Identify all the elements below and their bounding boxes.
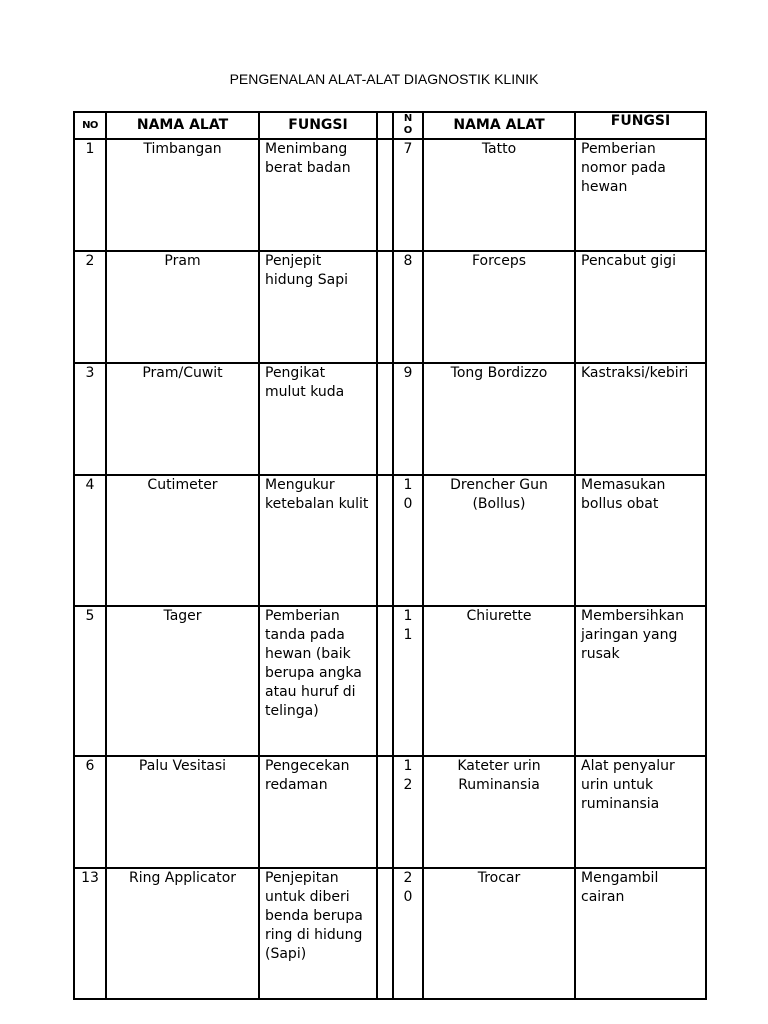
cell-nama-alat: [106, 251, 259, 363]
cell-nama-alat-2-line: Forceps: [471, 253, 527, 269]
header-no-2-line2: O: [403, 125, 413, 136]
cell-fungsi-2-line: Memasukan: [581, 477, 666, 493]
cell-fungsi-2-line: Membersihkan: [581, 608, 684, 624]
cell-nama-alat-line: Cutimeter: [147, 477, 218, 493]
cell-fungsi-line: hewan (baik: [265, 646, 351, 662]
spacer-cell: [377, 363, 393, 475]
cell-nama-alat-2: [423, 868, 575, 999]
cell-no-2-line: 0: [403, 889, 413, 905]
cell-nama-alat: [106, 475, 259, 606]
cell-no-2: [393, 475, 423, 606]
cell-nama-alat-2-line: Tatto: [481, 141, 517, 157]
cell-fungsi-2: [575, 251, 706, 363]
cell-nama-alat-line: Timbangan: [143, 141, 222, 157]
cell-fungsi-line: ketebalan kulit: [265, 496, 369, 512]
cell-no-line: 6: [85, 758, 95, 774]
cell-nama-alat-2-line: Kateter urin: [457, 758, 541, 774]
cell-fungsi-line: atau huruf di: [265, 684, 356, 700]
table-row: [74, 868, 706, 999]
cell-nama-alat-2-line: (Bollus): [472, 496, 526, 512]
cell-fungsi-line: Penjepit: [265, 253, 322, 269]
cell-nama-alat-line: Ring Applicator: [128, 870, 237, 886]
table-row: [74, 756, 706, 868]
cell-no-2: [393, 868, 423, 999]
cell-nama-alat-2-line: Tong Bordizzo: [450, 365, 548, 381]
cell-fungsi-line: Pengikat: [265, 365, 326, 381]
spacer-cell: [377, 868, 393, 999]
cell-no: [74, 868, 106, 999]
cell-fungsi-line: Menimbang: [265, 141, 348, 157]
cell-no-2-line: 7: [403, 141, 413, 157]
cell-no-2: [393, 363, 423, 475]
cell-nama-alat: [106, 139, 259, 251]
cell-nama-alat-line: Palu Vesitasi: [138, 758, 227, 774]
table-body: [74, 139, 706, 999]
table-row: [74, 475, 706, 606]
cell-fungsi-line: berupa angka: [265, 665, 362, 681]
cell-fungsi-line: (Sapi): [265, 946, 307, 962]
table-row: [74, 139, 706, 251]
header-no: NO: [74, 112, 106, 139]
header-nama-alat-2: NAMA ALAT: [423, 112, 575, 139]
cell-nama-alat-line: Pram: [164, 253, 201, 269]
cell-fungsi-line: redaman: [265, 777, 328, 793]
cell-nama-alat-2: [423, 139, 575, 251]
cell-no-2-line: 1: [403, 477, 413, 493]
cell-fungsi-line: mulut kuda: [265, 384, 345, 400]
cell-no-2-line: 8: [403, 253, 413, 269]
header-no-2: [393, 112, 423, 139]
cell-nama-alat-2: [423, 475, 575, 606]
cell-no-line: 3: [85, 365, 95, 381]
cell-fungsi-2-line: Alat penyalur: [581, 758, 675, 774]
cell-fungsi-2-line: Pencabut gigi: [581, 253, 676, 269]
cell-fungsi-2-line: Pemberian: [581, 141, 656, 157]
cell-no-line: 13: [81, 870, 99, 886]
header-fungsi: FUNGSI: [259, 112, 377, 139]
cell-fungsi-line: hidung Sapi: [265, 272, 348, 288]
cell-fungsi-line: Penjepitan: [265, 870, 339, 886]
header-row: [74, 112, 706, 139]
cell-fungsi-line: telinga): [265, 703, 319, 719]
cell-no-2-line: 2: [403, 870, 413, 886]
cell-no-2: [393, 251, 423, 363]
cell-no: [74, 139, 106, 251]
spacer-cell: [377, 475, 393, 606]
cell-no-line: 4: [85, 477, 95, 493]
cell-no-line: 5: [85, 608, 95, 624]
table-row: [74, 251, 706, 363]
cell-fungsi-2: [575, 606, 706, 756]
cell-fungsi: [259, 475, 377, 606]
cell-no-2-line: 1: [403, 758, 413, 774]
cell-nama-alat-2-line: Ruminansia: [458, 777, 540, 793]
cell-no: [74, 363, 106, 475]
cell-fungsi-2-line: ruminansia: [581, 796, 660, 812]
cell-fungsi-2-line: Kastraksi/kebiri: [581, 365, 689, 381]
tools-table: [73, 111, 707, 1000]
cell-fungsi: [259, 756, 377, 868]
cell-fungsi-2: [575, 756, 706, 868]
cell-nama-alat-2: [423, 756, 575, 868]
cell-fungsi-line: untuk diberi: [265, 889, 350, 905]
cell-fungsi-2-line: cairan: [581, 889, 625, 905]
cell-fungsi-line: Pengecekan: [265, 758, 350, 774]
spacer-cell: [377, 756, 393, 868]
cell-nama-alat-2: [423, 363, 575, 475]
cell-no: [74, 756, 106, 868]
cell-fungsi-line: berat badan: [265, 160, 351, 176]
cell-fungsi: [259, 251, 377, 363]
cell-no-line: 1: [85, 141, 95, 157]
page-title: PENGENALAN ALAT-ALAT DIAGNOSTIK KLINIK: [229, 71, 539, 87]
cell-no-line: 2: [85, 253, 95, 269]
cell-no-2-line: 1: [403, 627, 413, 643]
cell-no-2-line: 0: [403, 496, 413, 512]
cell-nama-alat-2-line: Drencher Gun: [450, 477, 548, 493]
cell-fungsi: [259, 868, 377, 999]
cell-no: [74, 251, 106, 363]
cell-nama-alat-2-line: Chiurette: [466, 608, 532, 624]
cell-fungsi: [259, 139, 377, 251]
cell-fungsi-2-line: Mengambil: [581, 870, 659, 886]
cell-fungsi-2: [575, 363, 706, 475]
cell-fungsi-line: benda berupa: [265, 908, 363, 924]
cell-no: [74, 606, 106, 756]
cell-fungsi: [259, 363, 377, 475]
cell-nama-alat: [106, 606, 259, 756]
cell-no-2-line: 2: [403, 777, 413, 793]
cell-fungsi-2: [575, 475, 706, 606]
cell-fungsi: [259, 606, 377, 756]
cell-fungsi-2-line: hewan: [581, 179, 628, 195]
cell-nama-alat-2: [423, 606, 575, 756]
cell-no: [74, 475, 106, 606]
cell-no-2: [393, 606, 423, 756]
cell-no-2-line: 9: [403, 365, 413, 381]
header-nama-alat: NAMA ALAT: [106, 112, 259, 139]
cell-fungsi-2: [575, 868, 706, 999]
cell-nama-alat-line: Pram/Cuwit: [142, 365, 223, 381]
cell-nama-alat-2: [423, 251, 575, 363]
cell-nama-alat-line: Tager: [163, 608, 202, 624]
cell-nama-alat: [106, 868, 259, 999]
spacer-cell: [377, 251, 393, 363]
cell-no-2-line: 1: [403, 608, 413, 624]
cell-fungsi-line: Mengukur: [265, 477, 335, 493]
cell-nama-alat: [106, 756, 259, 868]
cell-fungsi-2-line: jaringan yang: [581, 627, 678, 643]
table-row: [74, 606, 706, 756]
cell-fungsi-2: [575, 139, 706, 251]
cell-fungsi-2-line: urin untuk: [581, 777, 654, 793]
cell-nama-alat: [106, 363, 259, 475]
cell-fungsi-line: tanda pada: [265, 627, 345, 643]
header-fungsi-2: FUNGSI: [575, 112, 706, 139]
cell-nama-alat-2-line: Trocar: [477, 870, 521, 886]
spacer-cell: [377, 606, 393, 756]
cell-fungsi-2-line: rusak: [581, 646, 620, 662]
table-row: [74, 363, 706, 475]
cell-no-2: [393, 139, 423, 251]
cell-no-2: [393, 756, 423, 868]
spacer-cell: [377, 112, 393, 139]
header-no-2-line1: N: [403, 113, 413, 124]
cell-fungsi-2-line: nomor pada: [581, 160, 666, 176]
cell-fungsi-line: Pemberian: [265, 608, 340, 624]
cell-fungsi-line: ring di hidung: [265, 927, 363, 943]
cell-fungsi-2-line: bollus obat: [581, 496, 659, 512]
spacer-cell: [377, 139, 393, 251]
